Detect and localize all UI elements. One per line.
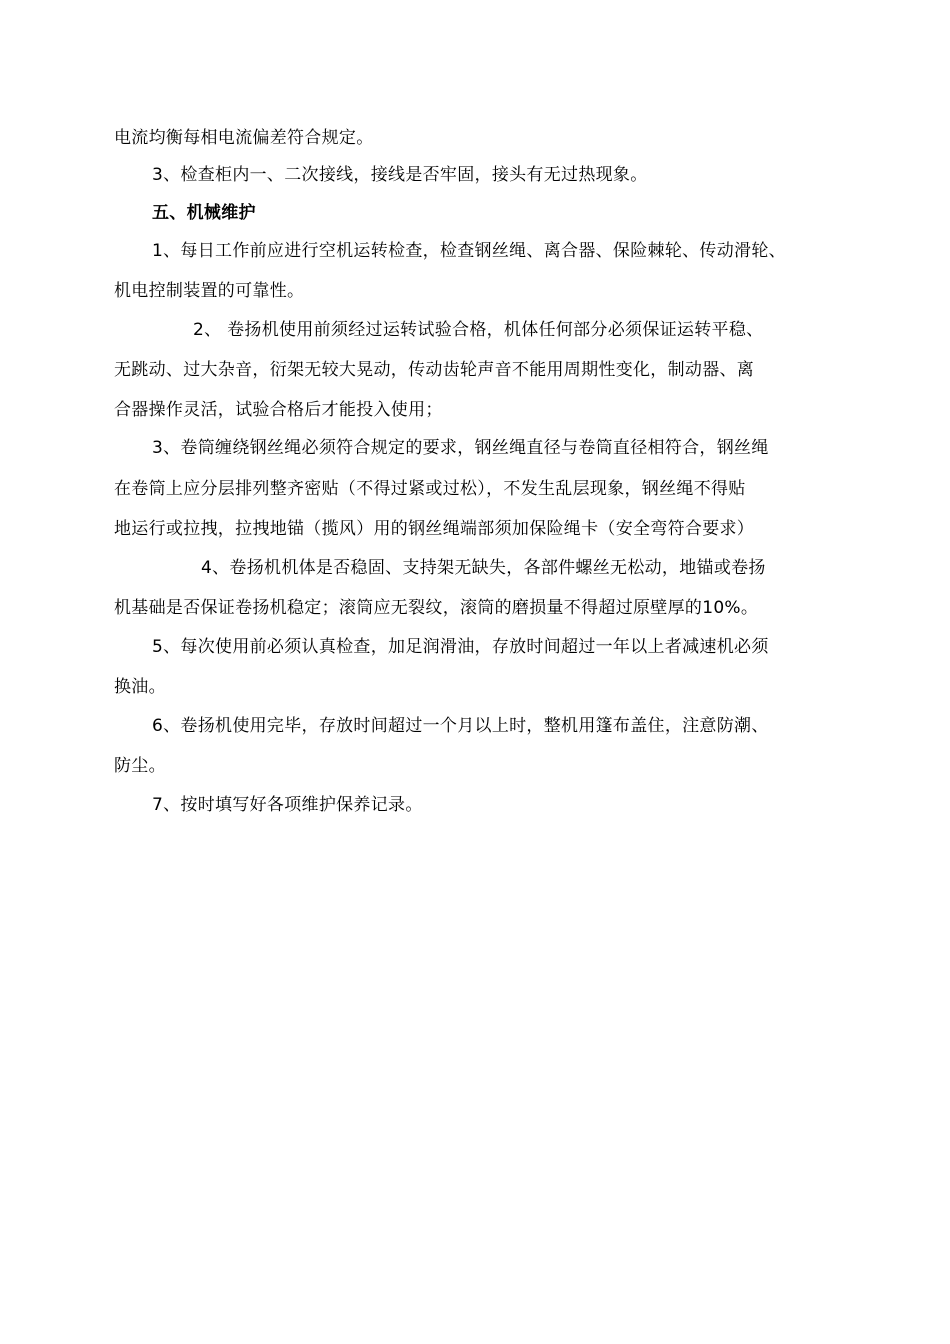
text-line: 4、卷扬机机体是否稳固、支持架无缺失，各部件螺丝无松动，地锚或卷扬 [201,558,766,578]
text-line: 合器操作灵活，试验合格后才能投入使用； [114,400,443,420]
text-line: 1、每日工作前应进行空机运转检查，检查钢丝绳、离合器、保险棘轮、传动滑轮、 [152,241,786,261]
text-line: 机电控制装置的可靠性。 [114,281,305,301]
text-line: 3、检查柜内一、二次接线，接线是否牢固，接头有无过热现象。 [152,165,648,185]
text-line: 7、按时填写好各项维护保养记录。 [152,795,423,815]
text-line: 电流均衡每相电流偏差符合规定。 [114,128,374,148]
text-line: 地运行或拉拽，拉拽地锚（揽风）用的钢丝绳端部须加保险绳卡（安全弯符合要求） [114,519,755,539]
text-line: 6、卷扬机使用完毕，存放时间超过一个月以上时，整机用篷布盖住，注意防潮、 [152,716,769,736]
section-heading: 五、机械维护 [152,203,256,223]
text-line: 无跳动、过大杂音，衍架无较大晃动，传动齿轮声音不能用周期性变化，制动器、离 [114,360,755,380]
text-line: 换油。 [114,677,166,697]
text-line: 在卷筒上应分层排列整齐密贴（不得过紧或过松），不发生乱层现象，钢丝绳不得贴 [114,479,746,499]
text-line: 2、 卷扬机使用前须经过运转试验合格，机体任何部分必须保证运转平稳、 [193,320,764,340]
text-line: 3、卷筒缠绕钢丝绳必须符合规定的要求，钢丝绳直径与卷筒直径相符合，钢丝绳 [152,438,769,458]
text-line: 5、每次使用前必须认真检查，加足润滑油，存放时间超过一年以上者减速机必须 [152,637,769,657]
text-line: 防尘。 [114,756,166,776]
text-line: 机基础是否保证卷扬机稳定；滚筒应无裂纹，滚筒的磨损量不得超过原壁厚的10%。 [114,598,759,618]
